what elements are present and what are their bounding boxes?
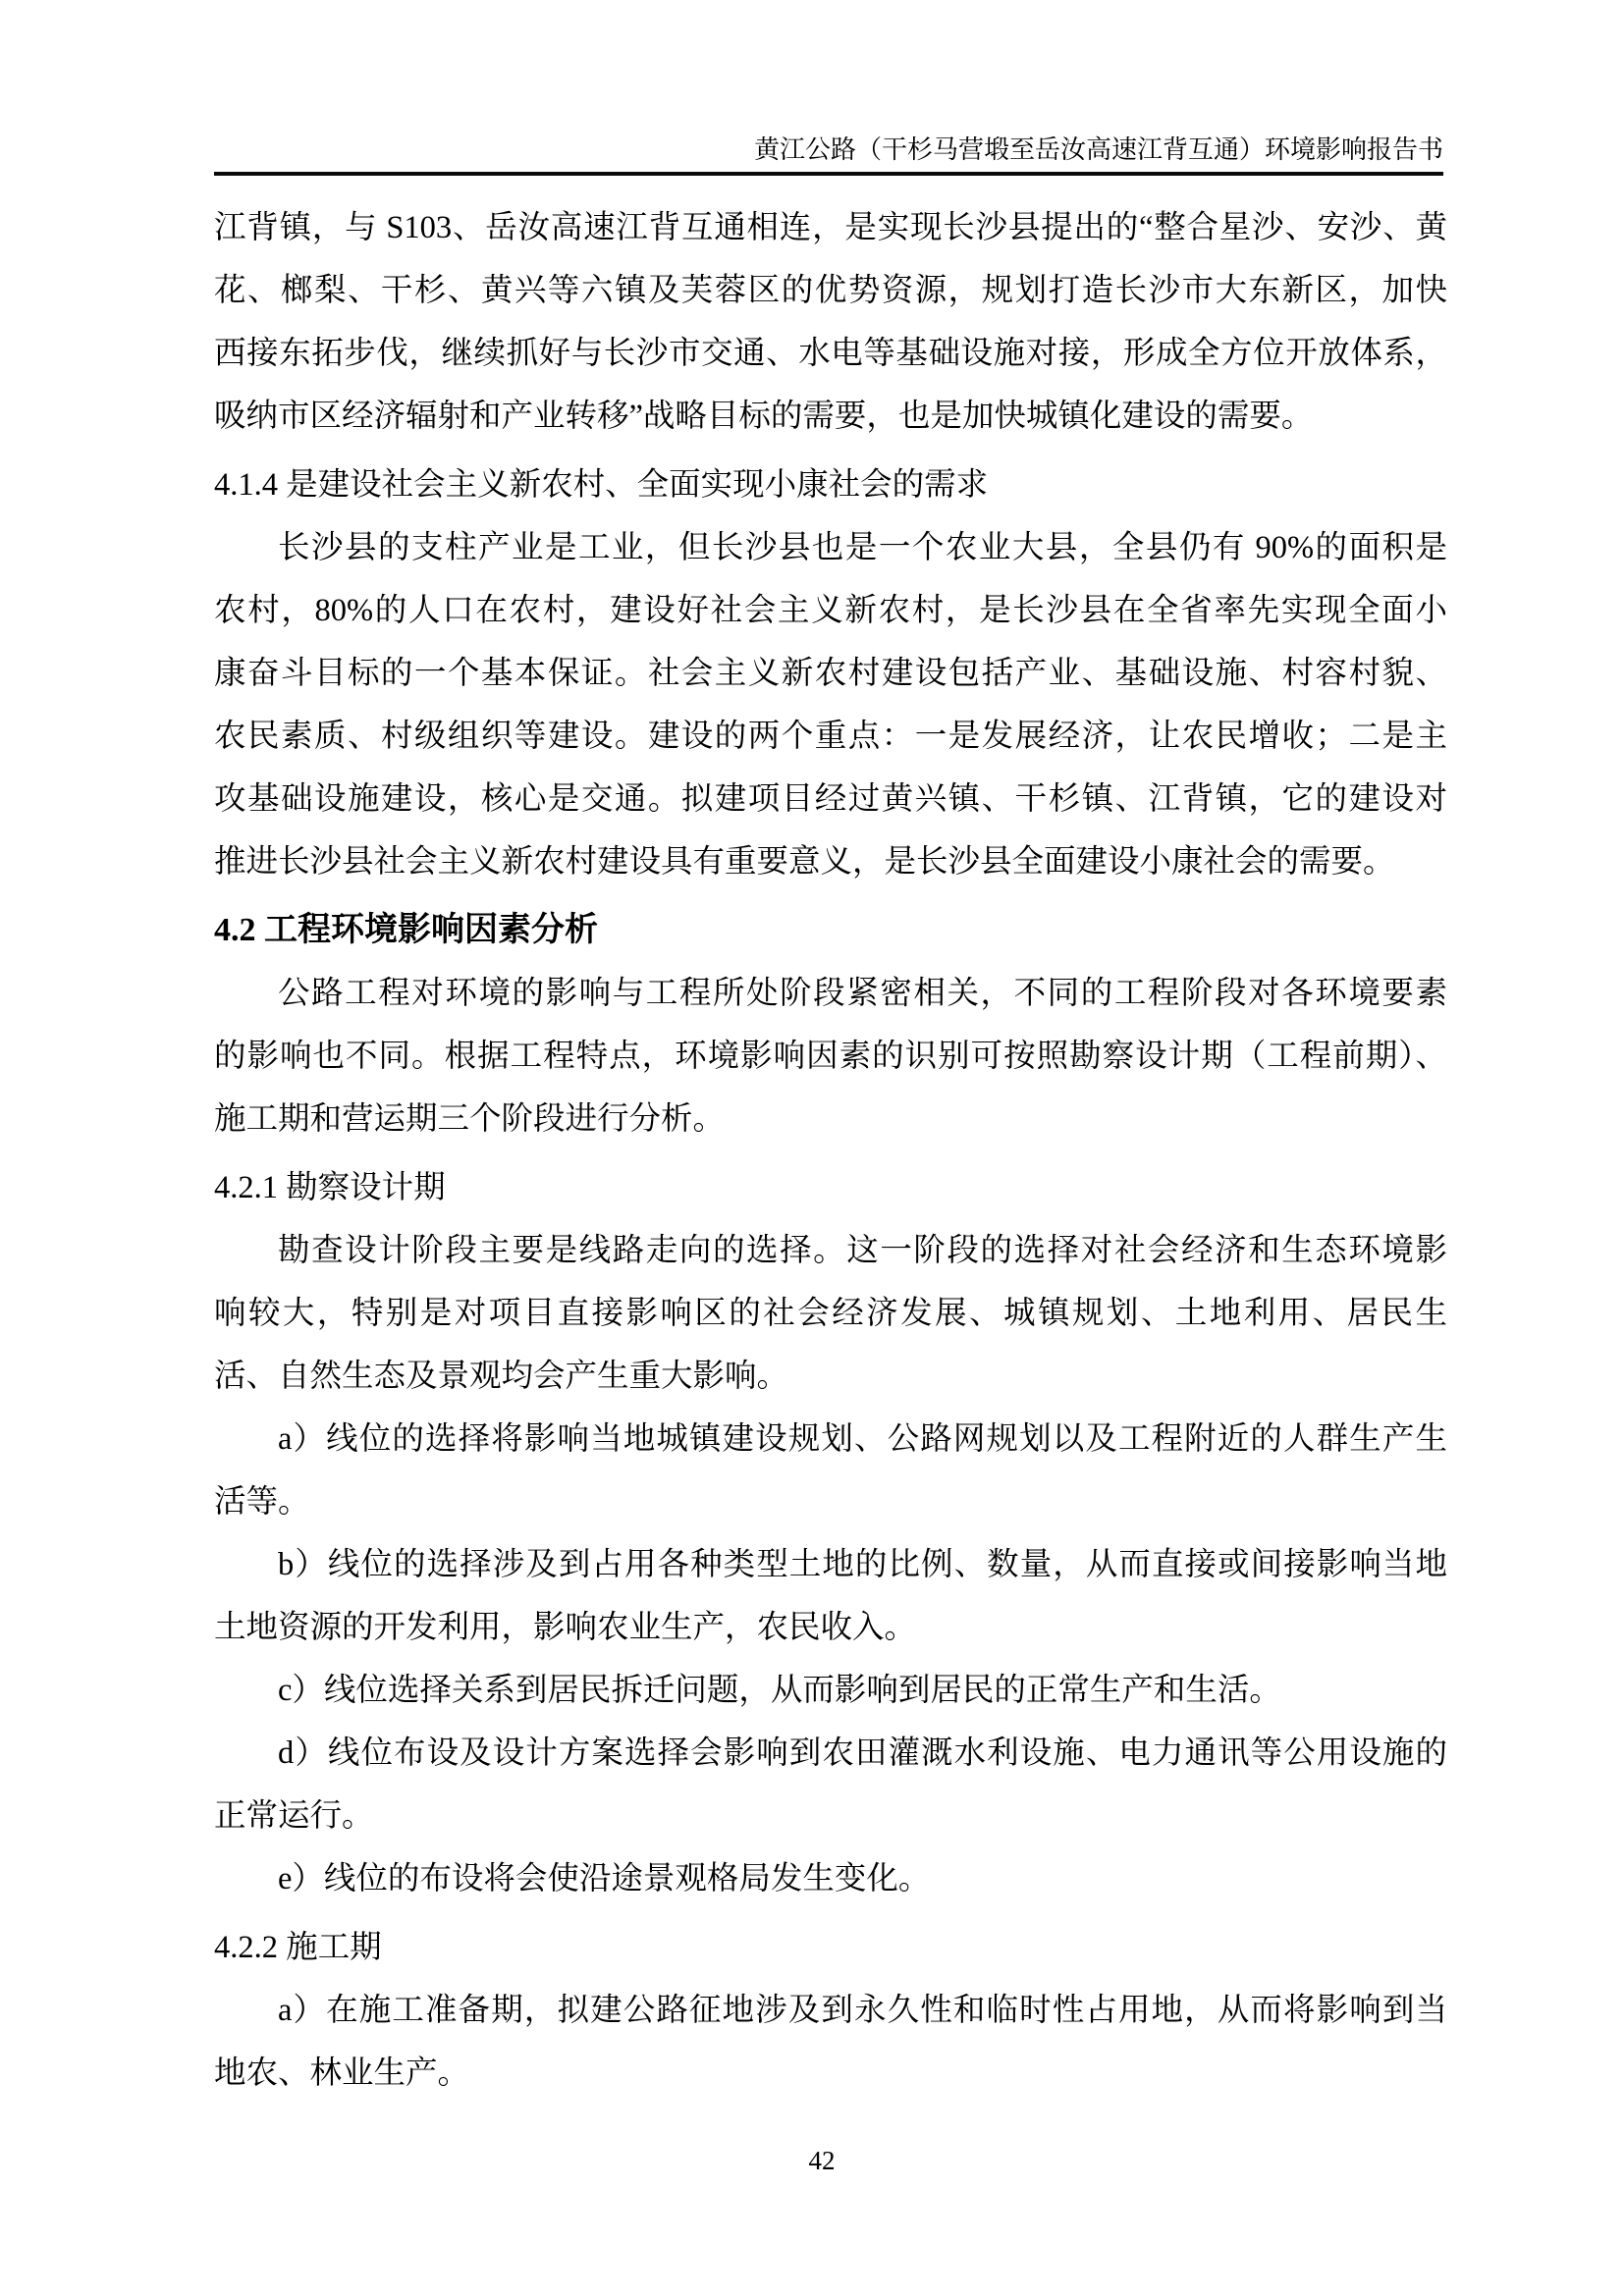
paragraph bbox=[214, 1979, 1447, 2105]
paragraph bbox=[214, 1219, 1447, 1408]
text-line: a）线位的选择将影响当地城镇建设规划、公路网规划以及工程附近的人群生产生 bbox=[278, 1421, 1447, 1457]
text-line: a）在施工准备期，拟建公路征地涉及到永久性和临时性占用地，从而将影响到当 bbox=[278, 1993, 1447, 2028]
paragraph bbox=[214, 1408, 1447, 1533]
text-line: 花、榔梨、干杉、黄兴等六镇及芙蓉区的优势资源，规划打造长沙市大东新区，加快 bbox=[214, 273, 1447, 308]
text-line: b）线位的选择涉及到占用各种类型土地的比例、数量，从而直接或间接影响当地 bbox=[278, 1547, 1447, 1582]
document-body bbox=[214, 196, 1447, 2105]
text-line: 响较大，特别是对项目直接影响区的社会经济发展、城镇规划、土地利用、居民生 bbox=[214, 1296, 1447, 1331]
text-line: 农民素质、村级组织等建设。建设的两个重点：一是发展经济，让农民增收；二是主 bbox=[214, 719, 1447, 754]
text-line: 勘查设计阶段主要是线路走向的选择。这一阶段的选择对社会经济和生态环境影 bbox=[278, 1233, 1447, 1268]
paragraph bbox=[214, 962, 1447, 1150]
text-line: 4.2 工程环境影响因素分析 bbox=[214, 912, 598, 948]
text-line: 4.2.1 勘察设计期 bbox=[214, 1170, 446, 1205]
section-heading bbox=[214, 1916, 1447, 1979]
text-line: 地农、林业生产。 bbox=[214, 2056, 470, 2091]
text-line: 公路工程对环境的影响与工程所处阶段紧密相关，不同的工程阶段对各环境要素 bbox=[278, 976, 1447, 1011]
text-line: 施工期和营运期三个阶段进行分析。 bbox=[214, 1101, 726, 1137]
paragraph bbox=[214, 1533, 1447, 1659]
paragraph bbox=[214, 1722, 1447, 1847]
paragraph bbox=[214, 1659, 1447, 1722]
text-line: d）线位布设及设计方案选择会影响到农田灌溉水利设施、电力通讯等公用设施的 bbox=[278, 1735, 1447, 1771]
text-line: 长沙县的支柱产业是工业，但长沙县也是一个农业大县，全县仍有 90%的面积是 bbox=[278, 530, 1447, 565]
paragraph bbox=[214, 516, 1447, 893]
page-header-title: 黄江公路（干杉马营塅至岳汝高速江背互通）环境影响报告书 bbox=[753, 135, 1443, 164]
text-line: 活等。 bbox=[214, 1484, 310, 1520]
section-heading bbox=[214, 454, 1447, 516]
text-line: 4.2.2 施工期 bbox=[214, 1930, 382, 1965]
text-line: 农村，80%的人口在农村，建设好社会主义新农村，是长沙县在全省率先实现全面小 bbox=[214, 593, 1447, 628]
text-line: 吸纳市区经济辐射和产业转移”战略目标的需要，也是加快城镇化建设的需要。 bbox=[214, 399, 1314, 434]
text-line: 康奋斗目标的一个基本保证。社会主义新农村建设包括产业、基础设施、村容村貌、 bbox=[214, 656, 1447, 691]
text-line: 活、自然生态及景观均会产生重大影响。 bbox=[214, 1359, 789, 1394]
paragraph bbox=[214, 1847, 1447, 1910]
text-line: 的影响也不同。根据工程特点，环境影响因素的识别可按照勘察设计期（工程前期）、 bbox=[214, 1039, 1447, 1074]
section-heading bbox=[214, 1156, 1447, 1219]
header-rule-divider bbox=[214, 172, 1443, 176]
section-heading bbox=[214, 899, 1447, 962]
text-line: 正常运行。 bbox=[214, 1798, 374, 1834]
text-line: 推进长沙县社会主义新农村建设具有重要意义，是长沙县全面建设小康社会的需要。 bbox=[214, 844, 1395, 880]
text-line: e）线位的布设将会使沿途景观格局发生变化。 bbox=[278, 1861, 931, 1896]
page-number: 42 bbox=[808, 2146, 836, 2175]
paragraph bbox=[214, 196, 1447, 448]
text-line: 江背镇，与 S103、岳汝高速江背互通相连，是实现长沙县提出的“整合星沙、安沙、黄 bbox=[214, 210, 1447, 245]
text-line: 土地资源的开发利用，影响农业生产，农民收入。 bbox=[214, 1610, 917, 1645]
text-line: 4.1.4 是建设社会主义新农村、全面实现小康社会的需求 bbox=[214, 467, 989, 503]
text-line: c）线位选择关系到居民拆迁问题，从而影响到居民的正常生产和生活。 bbox=[278, 1673, 1281, 1708]
text-line: 西接东拓步伐，继续抓好与长沙市交通、水电等基础设施对接，形成全方位开放体系， bbox=[214, 336, 1447, 371]
text-line: 攻基础设施建设，核心是交通。拟建项目经过黄兴镇、干杉镇、江背镇，它的建设对 bbox=[214, 781, 1447, 817]
